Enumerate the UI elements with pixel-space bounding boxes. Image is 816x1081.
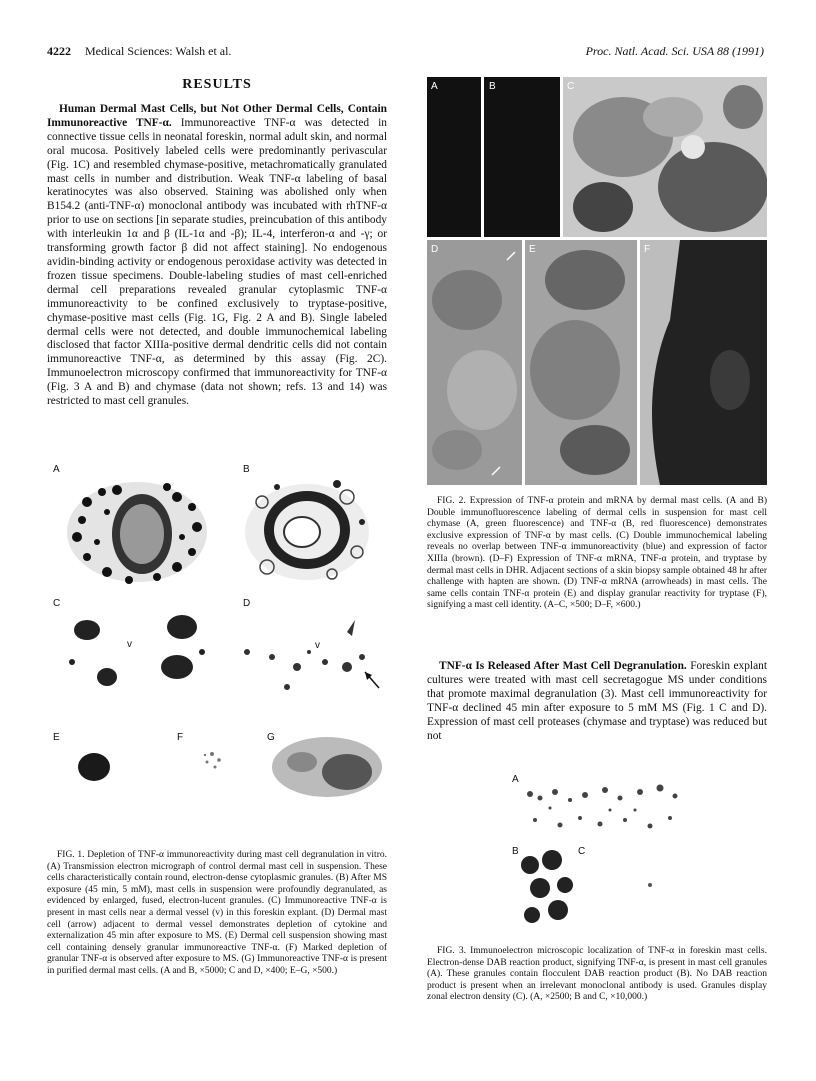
journal-section: Medical Sciences: Walsh et al. — [85, 44, 232, 58]
page-number: 4222 — [47, 44, 71, 58]
fig2-label-d: D — [431, 244, 439, 255]
fig1-vessel-label-c: v — [127, 639, 132, 650]
fig2-panel-e — [525, 240, 637, 485]
release-section — [427, 660, 767, 743]
fig2-label-e: E — [529, 244, 536, 255]
fig3-panel-b — [521, 850, 573, 923]
fig2-panel-f — [640, 240, 767, 485]
figure-2-caption-block — [427, 496, 767, 612]
fig3-panel-a — [527, 785, 678, 829]
paragraph-run-in-heading: Human Dermal Mast Cells, but Not Other Dermal Cells, Contain Immunoreactive TNF-α. — [47, 103, 387, 129]
fig1-panel-d — [244, 620, 379, 690]
figure-2-caption: FIG. 2. Expression of TNF-α protein and mRNA by dermal mast cells. (A and B) Double immunofluorescence labeling of dermal cells in suspension for mast cell chymase (A, green fluorescence) and TNF-α (B, red fluorescence) demonstrates exclusive expression of TNF-α by mast cells. (C) Double immunochemical labeling reveals no overlap between TNF-α immunoreactivity (blue) and expression of factor XIIIa (brown). (D–F) Expression of TNF-α mRNA, TNF-α protein, and tryptase by dermal mast cells in DHR. Adjacent sections of a skin biopsy sample obtained 48 hr after challenge with hapten are shown. (D) TNF-α mRNA (arrowheads) in mast cells. The same cells contain TNF-α protein (E) and display granular reactivity for tryptase (F), signifying a mast cell identity. (A–C, ×500; D–F, ×600.) — [427, 496, 767, 611]
fig2-panel-b — [484, 77, 560, 237]
figure-3 — [510, 774, 690, 940]
fig1-label-e: E — [53, 732, 60, 743]
figure-1-micrographs — [47, 462, 389, 834]
fig2-panel-c — [563, 77, 767, 237]
fig3-label-a: A — [512, 774, 519, 785]
fig1-label-c: C — [53, 598, 61, 609]
fig1-label-f: F — [177, 732, 184, 743]
section-title: RESULTS — [182, 77, 252, 92]
fig3-label-b: B — [512, 846, 519, 857]
fig2-label-c: C — [567, 81, 575, 92]
fig1-label-d: D — [243, 598, 251, 609]
fig1-label-g: G — [267, 732, 275, 743]
release-paragraph — [427, 660, 767, 743]
fig1-panel-b — [245, 480, 369, 580]
fig1-panel-a — [67, 482, 207, 584]
fig2-label-a: A — [431, 81, 438, 92]
results-section — [47, 77, 387, 409]
figure-3-micrographs — [510, 780, 690, 940]
fig3-label-c: C — [578, 846, 586, 857]
figure-1 — [47, 462, 389, 834]
fig1-panel-f — [204, 752, 221, 769]
figure-3-caption: FIG. 3. Immunoelectron microscopic localization of TNF-α in foreskin mast cells. Electron-dense DAB reaction product, signifying TNF-α, is present in mast cell granules (A). These granules contain flocculent DAB reaction product (B). No DAB reaction product is present when an irrelevant monoclonal antibody is used. Granules display zonal electron density (C). (A, ×2500; B and C, ×10,000.) — [427, 946, 767, 1003]
fig1-panel-g — [272, 737, 382, 797]
paragraph-body: Foreskin explant cultures were treated with mast cell secretagogue MS under conditions that promote maximal degranulation (3). Mast cell immunoreactivity for TNF-α declined 45 min after exposure to 5 mM MS (Fig. 1 C and D). Expression of mast cell proteases (chymase and tryptase) was reduced but not — [427, 660, 768, 742]
fig2-panel-d — [427, 240, 522, 485]
figure-3-caption-block — [427, 946, 767, 1004]
fig2-panel-a — [427, 77, 481, 237]
running-header-right: Proc. Natl. Acad. Sci. USA 88 (1991) — [585, 44, 764, 58]
results-paragraph — [47, 103, 387, 409]
fig2-label-b: B — [489, 81, 496, 92]
fig1-panel-e — [78, 753, 110, 781]
fig3-panel-c — [648, 883, 652, 887]
running-header-left — [47, 44, 231, 59]
fig1-vessel-label-d: v — [315, 640, 320, 651]
paragraph-body: Immunoreactive TNF-α was detected in connective tissue cells in neonatal foreskin, normal adult skin, and normal oral mucosa. Positively labeled cells were predominantly perivascular (Fig. 1C) and resembled chymase-positive, metachromatically granulated mast cells in number and distribution. Weak TNF-α labeling of basal keratinocytes was also observed. Staining was abolished only when B154.2 (anti-TNF-α) monoclonal antibody was incubated with rhTNF-α prior to use on sections [in separate studies, preincubation of this antibody with interleukin 1α and β (IL-1α and -β); IL-4, interferon-α and -γ; or transforming growth factor β did not affect staining]. No endogenous avidin-binding activity or endogenous peroxidase activity was detected in frozen tissue specimens. Double-labeling studies of mast cell-enriched dermal cell preparations revealed granular cytoplasmic TNF-α immunoreactivity to be confined exclusively to tryptase-positive, chymase-positive mast cells (Fig. 1G, Fig. 2 A and B). Single labeled dermal cells were not detected, and double immunochemical labeling disclosed that factor XIIIa-positive dermal dendritic cells did not contain immunoreactive TNF-α, as determined by this assay (Fig. 2C). Immunoelectron microscopy confirmed that immunoreactivity for TNF-α (Fig. 3 A and B) and chymase (data not shown; refs. 13 and 14) was restricted to mast cell granules. — [47, 116, 387, 408]
figure-1-caption-block — [47, 850, 387, 978]
fig1-panel-c — [69, 615, 205, 686]
figure-2 — [427, 77, 767, 485]
fig1-label-b: B — [243, 464, 250, 475]
paragraph-run-in-heading: TNF-α Is Released After Mast Cell Degranulation. — [439, 660, 687, 672]
fig1-label-a: A — [53, 464, 60, 475]
figure-1-caption: FIG. 1. Depletion of TNF-α immunoreactivity during mast cell degranulation in vitro. (A) Transmission electron micrograph of control dermal mast cell in suspension. These cells characteristically contain round, electron-dense cytoplasmic granules. (B) After MS exposure (45 min, 5 mM), mast cells in suspension were profoundly degranulated, as evidenced by enlarged, fused, electron-lucent granules. (C) Immunoreactive TNF-α is present in mast cells near a dermal vessel (v) in this foreskin explant. (D) Dermal mast cell (arrow) adjacent to dermal vessel demonstrates depletion of cytokine and externalization 45 min after exposure to MS. (E) Dermal cell suspension showing mast cell containing densely granular immunoreactive TNF-α. (F) Marked depletion of granular TNF-α is observed after exposure to MS. (G) Immunoreactive TNF-α is present in purified dermal mast cells. (A and B, ×5000; C and D, ×400; E–G, ×500.) — [47, 850, 387, 976]
fig2-label-f: F — [644, 244, 651, 255]
